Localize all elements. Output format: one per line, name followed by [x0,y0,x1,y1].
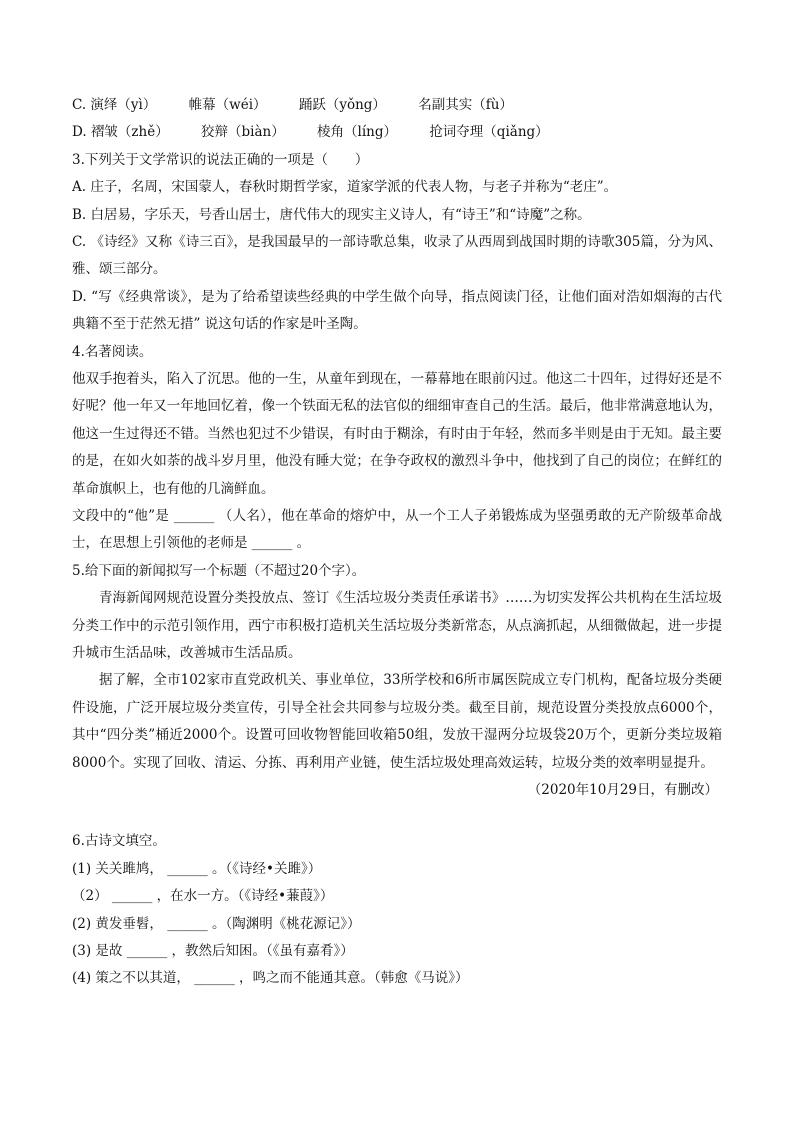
q5-news-paragraph-2: 据了解，全市102家市直党政机关、事业单位，33所学校和6所市属医院成立专门机构，配备垃圾分类硬件设施，广泛开展垃圾分类宣传，引导全社会共同参与垃圾分类。截至目前，规范设置分类投放点6000个，其中“四分类”桶近2000个。设置可回收物智能回收箱50组，发放干湿两分垃圾袋20万个，更新分类垃圾箱8000个。实现了回收、清运、分拣、再利用产业链，使生活垃圾处理高效运转，垃圾分类的效率明显提升。 [72,672,722,771]
q6-item: (1) 关关雎鸠， ______ 。（《诗经•关雎》） [72,860,322,877]
q3-option-b: B. 白居易，字乐天，号香山居士，唐代伟大的现实主义诗人，有“诗王”和“诗魔”之称。 [72,206,591,223]
q2-c-4: 名副其实（fù） [418,97,513,113]
q2-c-2: 帷幕（wéi） [188,97,267,113]
q2-d-1: D. 褶皱（zhě） [72,124,169,141]
section-gap [72,804,722,828]
q3-stem: 3.下列关于文学常识的说法正确的一项是（ ） [72,151,369,168]
q5-stem: 5.给下面的新闻拟写一个标题（不超过20个字）。 [72,562,366,579]
q6-item: （2） ______ ，在水一方。（《诗经•蒹葭》） [72,888,334,905]
q4-passage: 他双手抱着头，陷入了沉思。他的一生，从童年到现在，一幕幕地在眼前闪过。他这二十四年，过得好还是不好呢？他一年又一年地回忆着，像一个铁面无私的法官似的细细审查自己的生活。最后，他非常满意地认为，他这一生过得还不错。当然也犯过不少错误，有时由于糊涂，有时由于年轻，然而多半则是由于无知。最主要的是，在如火如荼的战斗岁月里，他没有睡大觉；在争夺政权的激烈斗争中，他找到了自己的岗位；在鲜红的革命旗帜上，也有他的几滴鲜血。 [72,370,722,497]
q2-d-2: 狡辩（biàn） [201,124,285,141]
q5-news-paragraph-1: 青海新闻网规范设置分类投放点、签订《生活垃圾分类责任承诺书》……为切实发挥公共机构在生活垃圾分类工作中的示范引领作用，西宁市积极打造机关生活垃圾分类新常态，从点滴抓起，从细微做起，进一步提升城市生活品味，改善城市生活品质。 [72,590,722,662]
q2-option-d [72,119,722,146]
q6-item: (3) 是故 ______ ，教然后知困。（《虽有嘉肴》） [72,943,354,959]
q6-stem: 6.古诗文填空。 [72,833,166,850]
q3-option-d: D. “写《经典常谈》，是为了给希望读些经典的中学生做个向导，指点阅读门径，让他们面对浩如烟海的古代典籍不至于茫然无措” 说这句话的作家是叶圣陶。 [72,288,722,333]
q2-c-3: 踊跃（yǒng） [298,97,386,113]
q4-question: 文段中的“他”是 ______ （人名），他在革命的熔炉中，从一个工人子弟锻炼成为坚强勇敢的无产阶级革命战士，在思想上引领他的老师是 ______ 。 [72,508,722,552]
q2-d-3: 棱角（líng） [317,124,398,141]
q2-d-4: 抢词夺理（qiǎng） [429,124,549,141]
page-content [72,92,722,993]
q2-option-c [72,92,722,119]
q2-c-1: C. 演绎（yì） [72,97,157,113]
q4-stem: 4.名著阅读。 [72,343,153,360]
q3-option-c: C. 《诗经》又称《诗三百》，是我国最早的一部诗歌总集，收录了从西周到战国时期的诗歌305篇，分为风、雅、颂三部分。 [72,233,722,278]
q3-option-a: A. 庄子，名周，宋国蒙人，春秋时期哲学家，道家学派的代表人物，与老子并称为“老庄”。 [72,179,618,196]
q6-item: (2) 黄发垂髫， ______ 。（陶渊明《桃花源记》） [72,915,361,932]
q6-item: (4) 策之不以其道， ______ ，鸣之而不能通其意。（韩愈《马说》） [72,970,469,987]
q5-source: （2020年10月29日，有删改） [527,782,718,799]
